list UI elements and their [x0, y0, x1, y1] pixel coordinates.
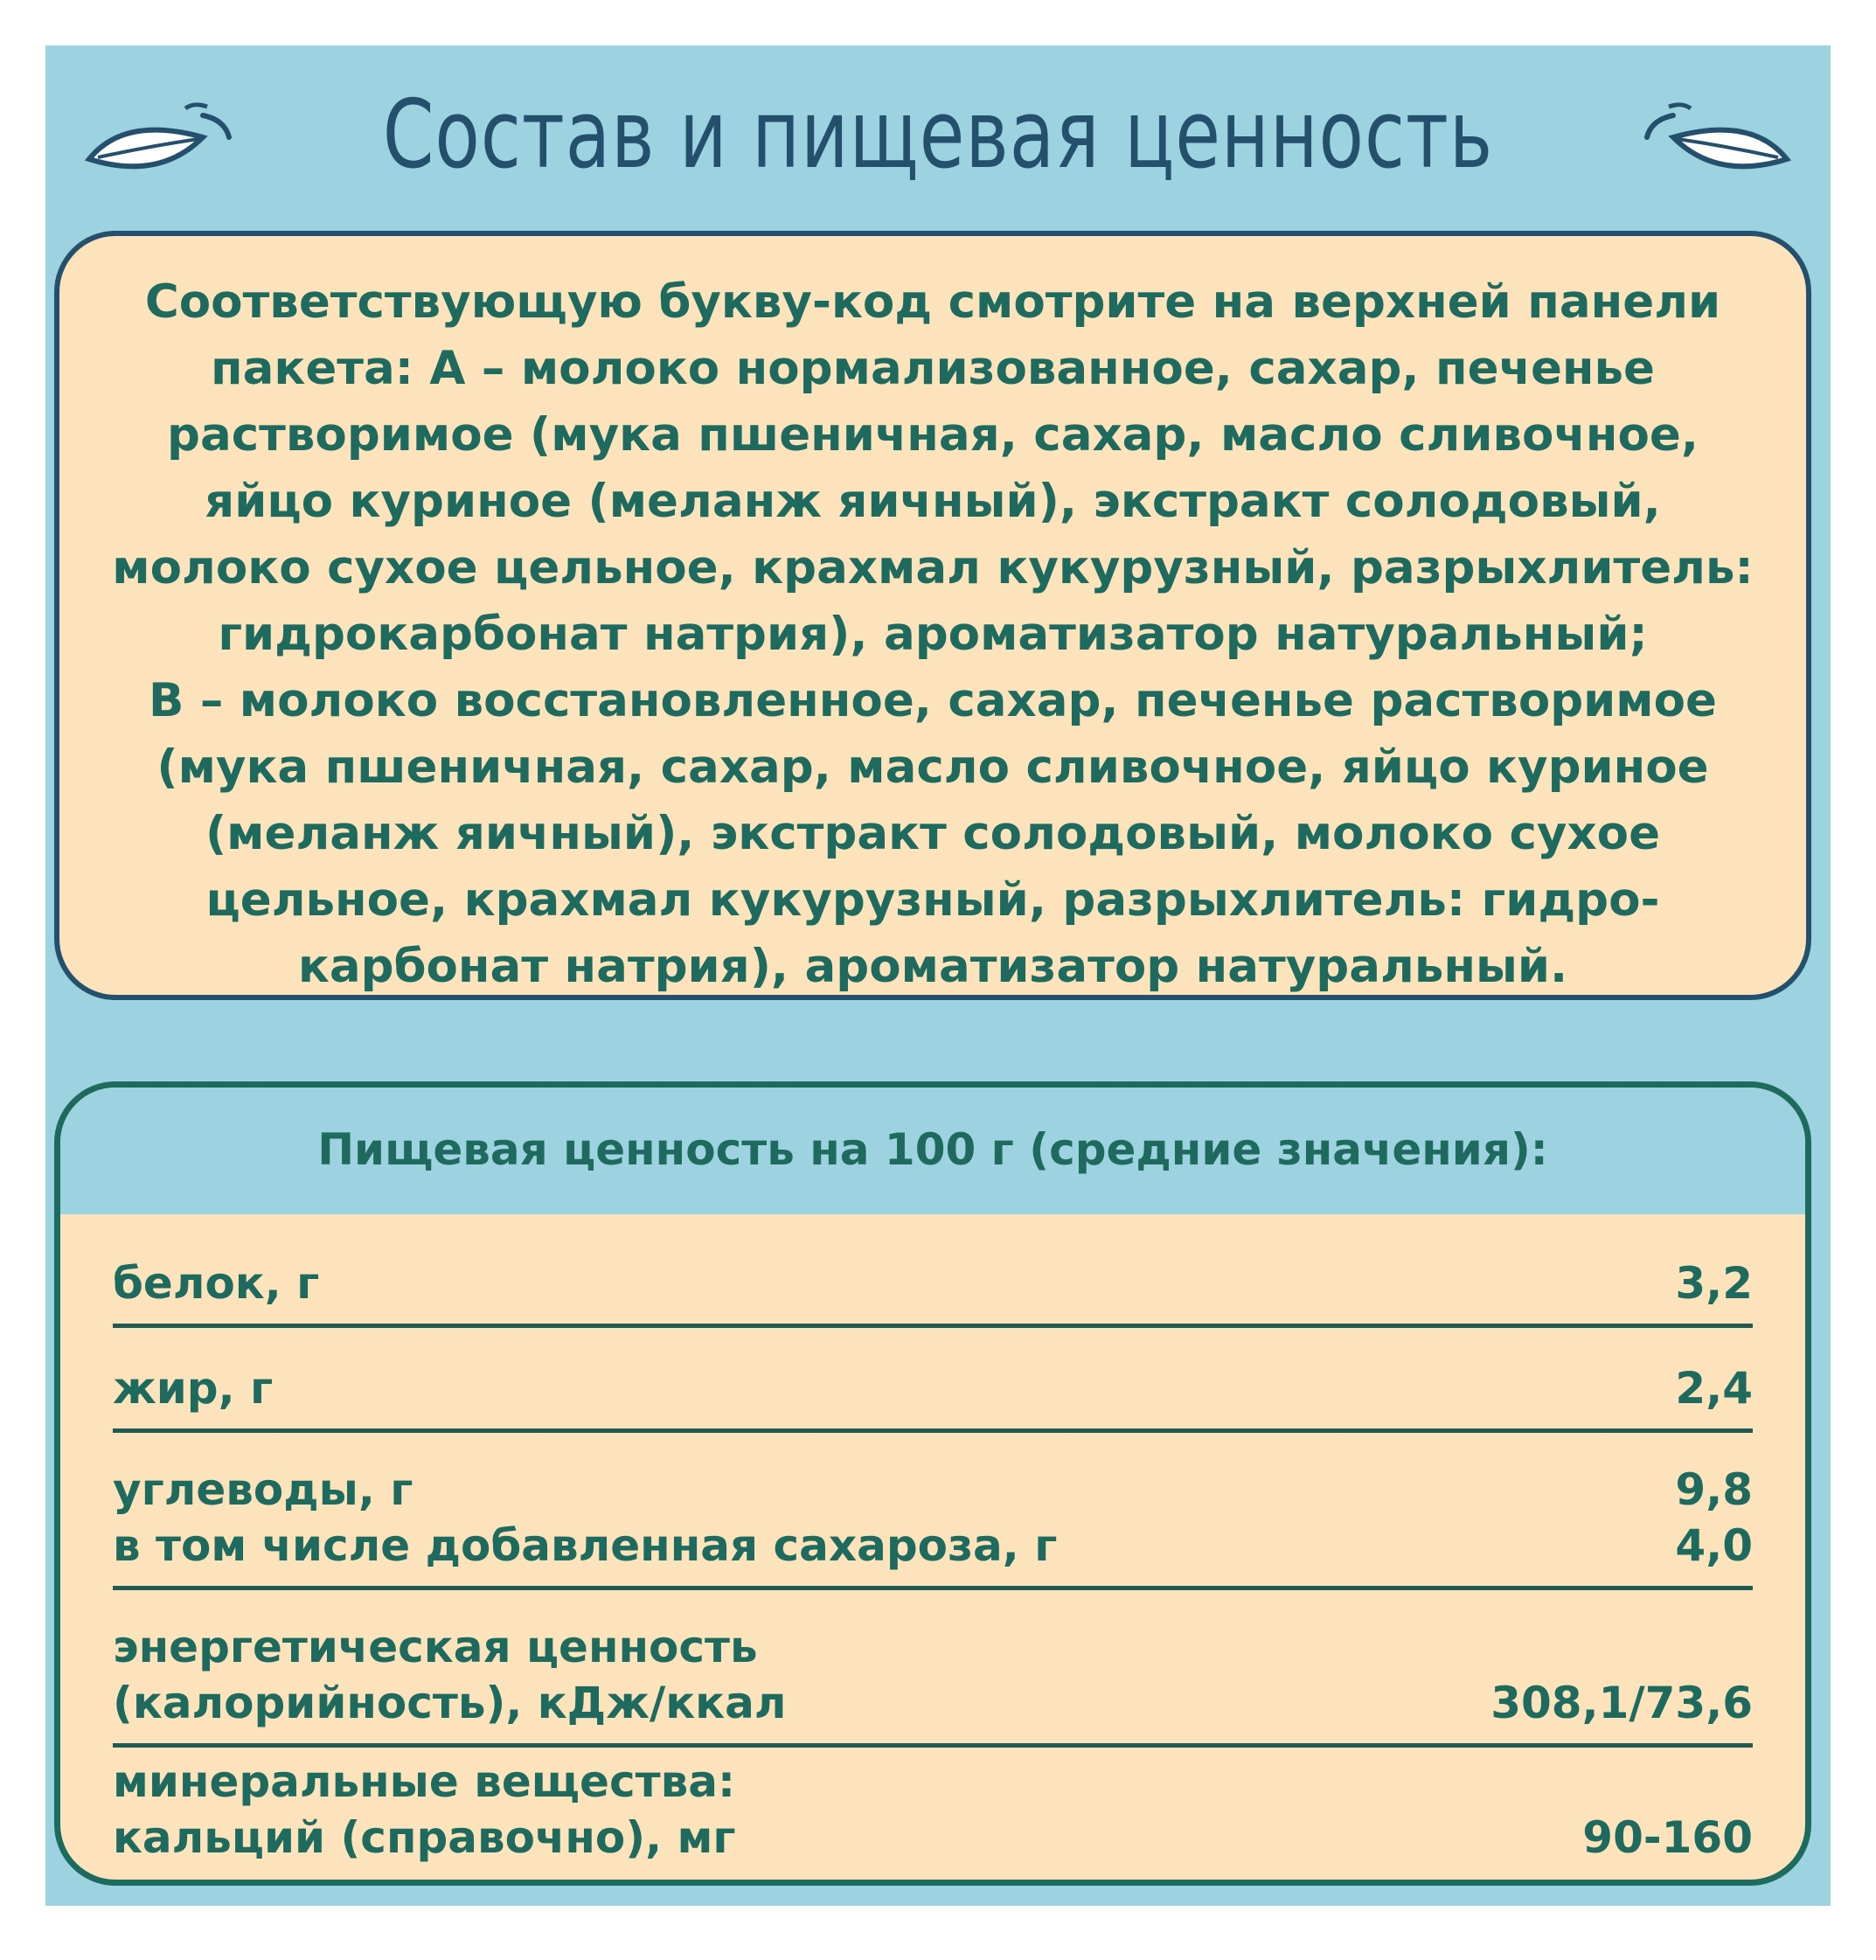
- ingredients-line: молоко сухое цельное, крахмал кукурузный, разрыхлитель:: [112, 541, 1754, 594]
- nutrient-value: [1675, 1462, 1753, 1574]
- ingredients-line: (меланж яичный), экстракт солодовый, молоко сухое: [205, 807, 1661, 860]
- ingredients-line: цельное, крахмал кукурузный, разрыхлитель: гидро-: [205, 873, 1660, 927]
- table-row: [113, 1590, 1753, 1748]
- nutrient-name-line: (калорийность), кДж/ккал: [113, 1678, 787, 1728]
- ingredients-line: яйцо куриное (меланж яичный), экстракт солодовый,: [205, 475, 1661, 528]
- nutrient-name: [113, 1619, 786, 1731]
- nutrient-name-line: в том числе добавленная сахароза, г: [113, 1520, 1058, 1571]
- ingredients-text: [94, 269, 1771, 1000]
- nutrient-name-line: энергетическая ценность: [113, 1622, 758, 1672]
- nutrient-value-line: 4,0: [1675, 1520, 1753, 1571]
- nutrient-value: [1490, 1675, 1753, 1731]
- nutrient-name-line: жир, г: [113, 1363, 274, 1414]
- table-row: [113, 1328, 1753, 1433]
- nutrient-name: [113, 1754, 735, 1866]
- nutrient-value-line: 2,4: [1675, 1363, 1753, 1414]
- nutrient-name-line: углеводы, г: [113, 1464, 413, 1515]
- ingredients-line: гидрокарбонат натрия), ароматизатор натуральный;: [218, 608, 1648, 661]
- nutrient-name: [113, 1462, 1057, 1574]
- nutrition-heading: Пищевая ценность на 100 г (средние значения):: [317, 1124, 1548, 1175]
- label-panel: [45, 45, 1831, 1906]
- table-row: [113, 1433, 1753, 1590]
- table-row: [113, 1748, 1753, 1886]
- nutrition-table: [54, 1081, 1811, 1886]
- leaf-decoration-icon: [1629, 98, 1804, 194]
- nutrient-value: [1582, 1810, 1753, 1866]
- nutrient-name-line: кальций (справочно), мг: [113, 1812, 736, 1863]
- nutrient-name-line: белок, г: [113, 1258, 320, 1309]
- nutrient-value-line: 9,8: [1675, 1464, 1753, 1515]
- nutrient-value-line: 308,1/73,6: [1490, 1678, 1753, 1728]
- nutrition-header: [60, 1088, 1805, 1214]
- nutrient-name: [113, 1255, 319, 1311]
- leaf-decoration-icon: [72, 98, 247, 194]
- nutrient-name-line: минеральные вещества:: [113, 1756, 735, 1807]
- ingredients-line: (мука пшеничная, сахар, масло сливочное, яйцо куриное: [156, 740, 1709, 794]
- nutrient-value-line: 3,2: [1675, 1258, 1753, 1309]
- ingredients-line: карбонат натрия), ароматизатор натуральный.: [297, 940, 1568, 993]
- ingredients-box: [54, 231, 1811, 1000]
- page-title: Состав и пищевая ценность: [382, 80, 1494, 190]
- nutrient-value: [1675, 1255, 1753, 1311]
- ingredients-line: растворимое (мука пшеничная, сахар, масло сливочное,: [167, 408, 1699, 462]
- nutrient-value: [1675, 1360, 1753, 1416]
- ingredients-line: В – молоко восстановленное, сахар, печенье растворимое: [148, 674, 1717, 727]
- ingredients-line: пакета: А – молоко нормализованное, сахар, печенье: [211, 342, 1655, 395]
- ingredients-line: Соответствующую букву-код смотрите на верхней панели: [144, 275, 1721, 329]
- nutrient-name: [113, 1360, 273, 1416]
- table-row: [113, 1214, 1753, 1328]
- nutrient-value-line: 90-160: [1582, 1812, 1753, 1863]
